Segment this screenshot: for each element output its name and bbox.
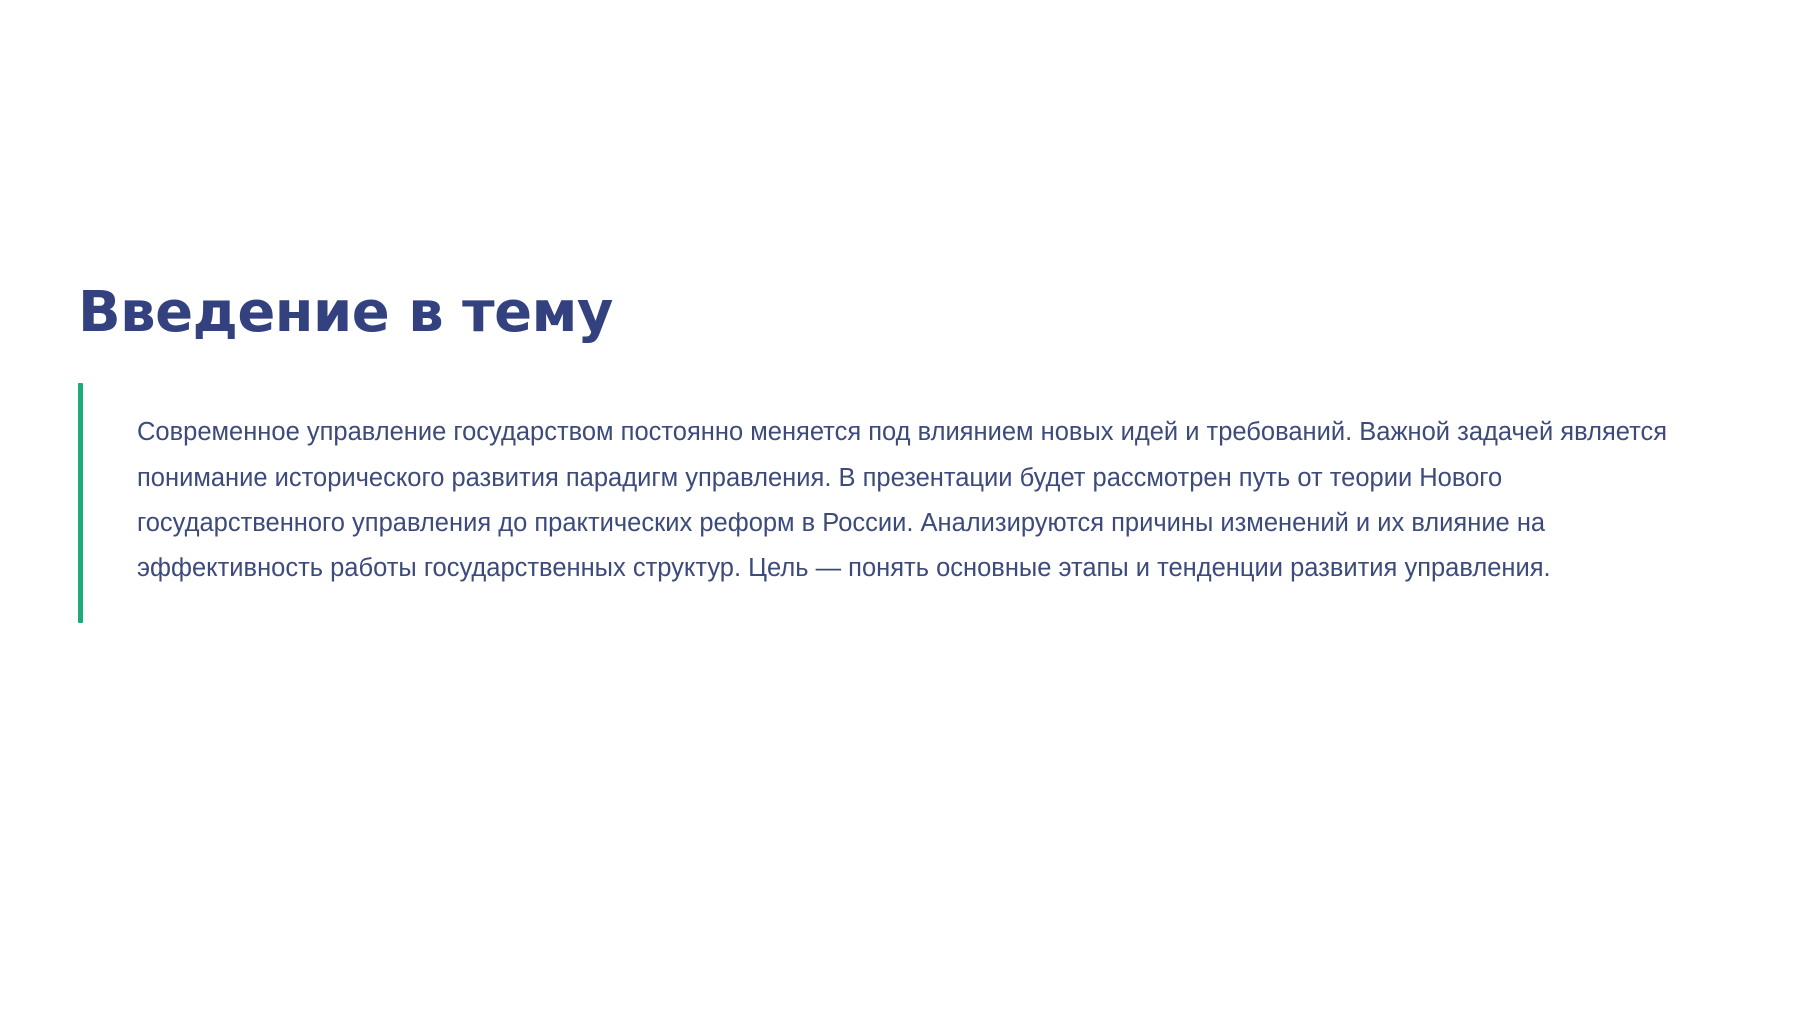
body-block — [78, 383, 1698, 624]
page-title: Введение в тему — [78, 280, 613, 345]
body-paragraph: Современное управление государством постоянно меняется под влиянием новых идей и требований. Важной задачей является понимание исторического развития парадигм управления. В презентации будет рассмотрен путь от теории Нового государственного управления до практических реформ в России. Анализируются причины изменений и их влияние на эффективность работы государственных структур. Цель — понять основные этапы и тенденции развития управления. — [137, 418, 1668, 583]
slide-content — [78, 282, 1698, 623]
